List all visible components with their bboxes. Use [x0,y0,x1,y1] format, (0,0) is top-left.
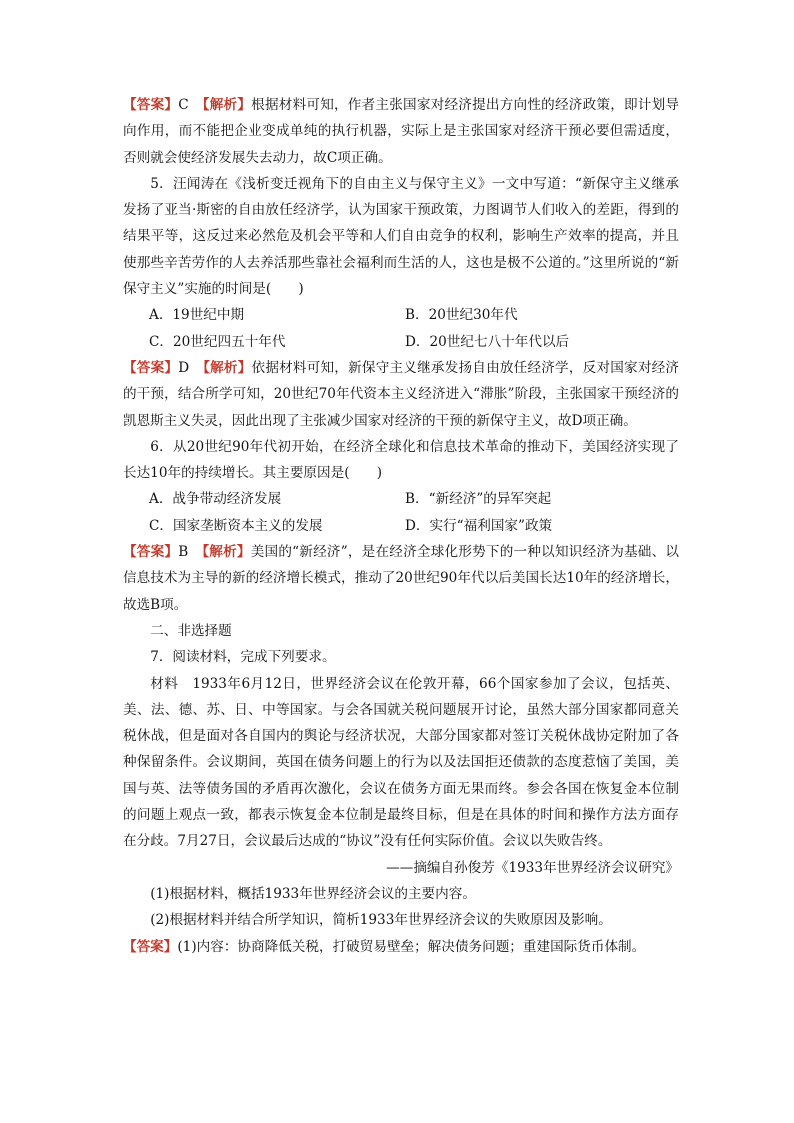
q6-option-a: A．战争带动经济发展 [149,491,282,508]
q6-answer-value: B [178,544,189,561]
q6-option-b: B．“新经济”的异军突起 [405,491,552,508]
q7-sub-question-2: (2)根据材料并结合所学知识，简析1933年世界经济会议的失败原因及影响。 [150,912,612,929]
answer-label: 【答案】 [123,359,179,376]
analysis-label: 【解析】 [202,97,252,113]
q5-answer-paragraph [123,355,679,434]
q4-answer-paragraph [123,92,679,171]
q7-sub-question-1: (1)根据材料，概括1933年世界经济会议的主要内容。 [150,885,476,902]
q5-option-a: A．19世纪中期 [149,307,245,324]
q7-material: 材料 1933年6月12日，世界经济会议在伦敦开幕，66个国家参加了会议，包括英、美、法、德、苏、日、中等国家。与会各国就关税问题展开讨论，虽然大部分国家都同意关税休战，但是面对各自国内的舆论与经济状况，大部分国家都对签订关税休战协定附加了各种保留条件。会议期间，英国在债务问题上的行为以及法国拒还债款的态度惹恼了美国，美国与英、法等债务国的矛盾再次激化，会议在债务方面无果而终。参会各国在恢复金本位制的问题上观点一致，都表示恢复金本位制是最终目标，但是在具体的时间和操作方法方面存在分歧。7月27日，会议最后达成的“协议”没有任何实际价值。会议以失败告终。 [123,675,679,850]
q4-answer-value: C [178,97,189,113]
answer-label: 【答案】 [123,938,178,955]
q5-option-c: C．20世纪四五十年代 [149,333,286,350]
q7-answer: (1)内容：协商降低关税，打破贸易壁垒；解决债务问题；重建国际货币体制。 [177,938,646,955]
q5-answer-value: D [178,359,190,376]
q6-analysis: 美国的“新经济”，是在经济全球化形势下的一种以知识经济为基础、以信息技术为主导的新的经济增长模式，推动了20世纪90年代以后美国长达10年的经济增长，故选B项。 [123,544,680,613]
q5-options [123,302,679,355]
q6-option-d: D．实行“福利国家”政策 [405,517,553,534]
q6-option-c: C．国家垄断资本主义的发展 [149,517,323,534]
q5-option-d: D．20世纪七八十年代以后 [405,333,570,350]
q7-answer-paragraph [123,934,679,960]
q6-answer-paragraph [123,539,679,618]
answer-label: 【答案】 [123,97,179,113]
q7-stem: 7．阅读材料，完成下列要求。 [150,649,336,666]
q4-analysis: 根据材料可知，作者主张国家对经济提出方向性的经济政策，即计划导向作用，而不能把企业变成单纯的执行机器，实际上是主张国家对经济干预必要但需适度，否则就会使经济发展失去动力，故C项正确。 [123,97,680,166]
q5-analysis: 依据材料可知，新保守主义继承发扬自由放任经济学，反对国家对经济的干预，结合所学可知，20世纪70年代资本主义经济进入“滞胀”阶段，主张国家干预经济的凯恩斯主义失灵，因此出现了主张减少国家对经济的干预的新保守主义，故D项正确。 [123,359,680,429]
q6-stem: 6．从20世纪90年代初开始，在经济全球化和信息技术革命的推动下，美国经济实现了长达10年的持续增长。其主要原因是( ) [123,438,679,482]
analysis-label: 【解析】 [202,544,251,561]
section-heading: 二、非选择题 [150,622,232,639]
q5-stem: 5．汪闻涛在《浅析变迁视角下的自由主义与保守主义》一文中写道：“新保守主义继承发扬了亚当·斯密的自由放任经济学，认为国家干预政策，力图调节人们收入的差距，得到的结果平等，这反过来必然危及机会平等和人们自由竞争的权利，影响生产效率的提高，并且使那些辛苦劳作的人去养活那些靠社会福利而生活的人，这也是极不公道的。”这里所说的“新保守主义”实施的时间是( ) [123,175,679,298]
q7-source: ——摘编自孙俊芳《1933年世界经济会议研究》 [386,859,679,876]
q5-option-b: B．20世纪30年代 [405,307,518,324]
q6-options [123,486,679,539]
analysis-label: 【解析】 [203,359,252,376]
document-content [123,92,679,960]
answer-label: 【答案】 [123,544,179,561]
